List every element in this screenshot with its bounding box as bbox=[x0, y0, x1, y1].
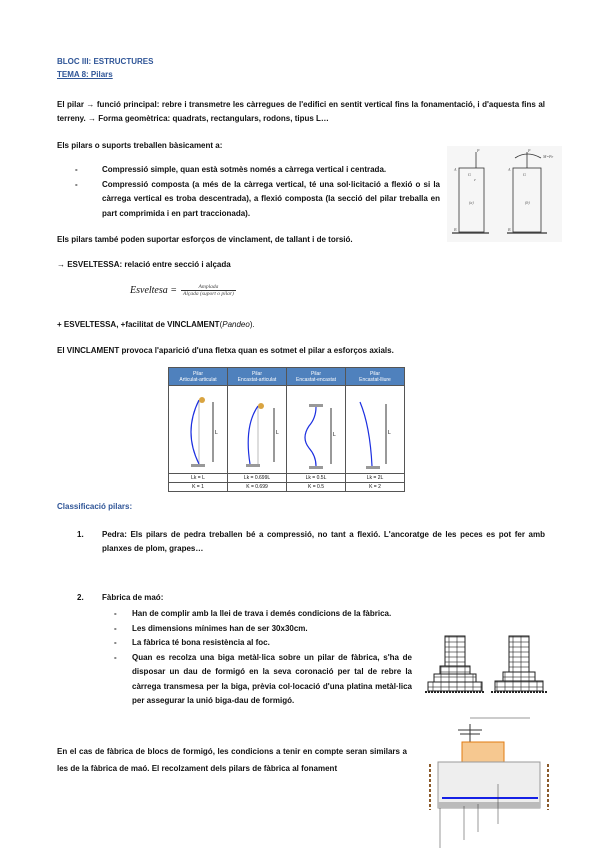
buckling-diagram bbox=[346, 386, 405, 474]
list-item: - Compressió simple, quan està sotmès només a càrrega vertical i centrada. bbox=[75, 165, 387, 174]
pillar-compression-figure bbox=[447, 146, 562, 242]
point-label: B bbox=[508, 227, 511, 232]
point-label: B bbox=[454, 227, 457, 232]
vinclament-paragraph: El VINCLAMENT provoca l'aparició d'una fletxa quan es sotmet el pilar a esforços axials. bbox=[57, 346, 394, 355]
list-item: - La fàbrica té bona resistència al foc. bbox=[114, 638, 270, 647]
bullet-text: Compressió composta (a més de la càrrega vertical, té una sol·licitació a flexió o si la càrrega vertical es troba descentrada), a flexió composta (la secció del pilar treballa en part comprimida i en part traccionada). bbox=[102, 179, 440, 218]
k-value: K = 1 bbox=[169, 483, 228, 492]
k-value: K = 0.699 bbox=[228, 483, 287, 492]
point-label: A bbox=[508, 167, 511, 172]
tema-heading: TEMA 8: Pilars bbox=[57, 70, 113, 79]
list-item: - Quan es recolza una biga metàl·lica sobre un pilar de fàbrica, s'ha de disposar un dau de formigó en la seva coronació per tal de rebre la càrrega transmesa per la biga, prèvia col·locació d'una platina metàl·lica per assegurar la unió biga-dau de formigó. bbox=[114, 652, 412, 705]
list-item-stone: 1. Pedra: Els pilars de pedra treballen bé a compressió, no tant a flexió. L'ancoratge de les peces es pot fer amb planxes de plom, grapes… bbox=[77, 530, 545, 553]
table-header: Pilar Encastat-encastat bbox=[287, 368, 346, 386]
svg-text:L: L bbox=[388, 430, 391, 436]
case-label: (a) bbox=[469, 200, 474, 205]
esveltesa-definition: → ESVELTESSA: relació entre secció i alçada bbox=[57, 260, 231, 269]
list-item-brick: 2. Fàbrica de maó: bbox=[77, 593, 164, 602]
list-item: - Han de complir amb la llei de trava i demés condicions de la fàbrica. bbox=[114, 609, 392, 618]
case-label: (b) bbox=[525, 200, 530, 205]
table-header: Pilar Articulat-articulat bbox=[169, 368, 228, 386]
suports-paragraph: Els pilars o suports treballen bàsicament a: bbox=[57, 141, 223, 150]
point-label: A bbox=[454, 167, 457, 172]
k-value: K = 2 bbox=[346, 483, 405, 492]
lk-value: Lk = 0.699L bbox=[228, 474, 287, 483]
buckling-diagram bbox=[169, 386, 228, 474]
k-value: K = 0.5 bbox=[287, 483, 346, 492]
bullet-text: Compressió simple, quan està sotmès només a càrrega vertical i centrada. bbox=[102, 165, 387, 174]
svg-text:L: L bbox=[333, 432, 336, 438]
esforcos-paragraph: Els pilars també poden suportar esforços de vinclament, de tallant i de torsió. bbox=[57, 235, 353, 244]
table-header: Pilar Encastat-lliure bbox=[346, 368, 405, 386]
load-label: P bbox=[528, 148, 531, 153]
point-label: G bbox=[523, 172, 526, 177]
intro-paragraph: El pilar → funció principal: rebre i transmetre les càrregues de l'edifici en sentit vertical fins la fonamentació, i d'aquesta fins al terreny. → Forma geomètrica: quadrats, rectangulars, rodons, tipus L… bbox=[57, 100, 545, 123]
bullet-list bbox=[75, 163, 440, 221]
formula-lhs: Esveltesa = bbox=[130, 285, 178, 296]
concrete-block-paragraph: En el cas de fàbrica de blocs de formigó, les condicions a tenir en compte seran similars a les de la fàbrica de maó. El recolzament dels pilars de fàbrica al fonament bbox=[57, 747, 407, 773]
classification-heading: Classificació pilars: bbox=[57, 502, 133, 511]
lk-value: Lk = 0.5L bbox=[287, 474, 346, 483]
formula-denominator: Alçada (suport o pilar) bbox=[183, 291, 234, 297]
brick-bullets bbox=[114, 607, 412, 709]
eccentricity-label: e bbox=[474, 177, 476, 182]
vinclament-note: + ESVELTESSA, +facilitat de VINCLAMENT(Pandeo). bbox=[57, 320, 255, 329]
foundation-detail-figure bbox=[420, 714, 580, 848]
list-item: - Compressió composta (a més de la càrrega vertical, té una sol·licitació a flexió o si la càrrega vertical es troba descentrada), a flexió composta (la secció del pilar treballa en part comprimida i en part traccionada). bbox=[75, 179, 440, 218]
esveltesa-formula bbox=[130, 284, 236, 297]
buckling-table bbox=[168, 367, 405, 492]
lk-value: Lk = 2L bbox=[346, 474, 405, 483]
svg-text:L: L bbox=[215, 430, 218, 436]
formula-numerator: Amplada bbox=[198, 284, 219, 290]
buckling-diagram bbox=[228, 386, 287, 474]
brick-pier-figure bbox=[425, 632, 550, 698]
load-label: P bbox=[477, 148, 480, 153]
list-item: - Les dimensions mínimes han de ser 30x30cm. bbox=[114, 623, 308, 633]
buckling-diagram bbox=[287, 386, 346, 474]
lk-value: Lk = L bbox=[169, 474, 228, 483]
bloc-heading: BLOC III: ESTRUCTURES bbox=[57, 57, 154, 66]
table-header: Pilar Encastat-articulat bbox=[228, 368, 287, 386]
point-label: G bbox=[468, 172, 471, 177]
svg-text:L: L bbox=[276, 430, 279, 436]
moment-label: M=Pe bbox=[543, 154, 554, 159]
